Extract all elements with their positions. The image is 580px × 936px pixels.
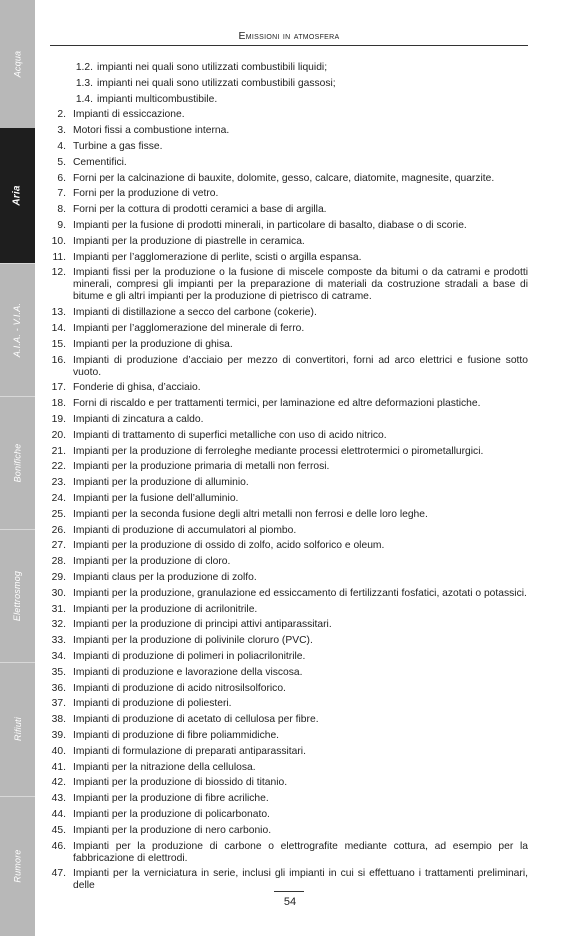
list-item-text: Impianti di produzione di accumulatori al piombo. (73, 524, 297, 536)
page-header-title: Emissioni in atmosfera (238, 30, 340, 42)
list-item-text: Impianti di produzione e lavorazione della viscosa. (73, 666, 303, 678)
page-number: 54 (283, 896, 297, 908)
list-item-text: Impianti per la produzione di polivinile cloruro (PVC). (73, 635, 313, 647)
list-item (50, 809, 528, 821)
list-item-text: Fonderie di ghisa, d’acciaio. (73, 382, 201, 394)
list-item-text: Impianti di essiccazione. (73, 109, 185, 121)
list-item (50, 62, 528, 74)
list-item-text: Impianti per la produzione di ferroleghe mediante processi elettrotermici o pirometallurgici. (73, 445, 484, 457)
list-item (50, 236, 528, 248)
list-item-number: 10. (51, 235, 66, 247)
list-item-text: impianti nei quali sono utilizzati combustibili gassosi; (97, 77, 336, 89)
sidebar-tab-elettrosmog[interactable] (0, 529, 35, 663)
sidebar-tab-rifiuti[interactable] (0, 662, 35, 797)
list-item-text: Impianti per la nitrazione della cellulosa. (73, 761, 256, 773)
list-item-text: Impianti per l’agglomerazione del minerale di ferro. (73, 323, 305, 334)
list-item-text: Impianti di produzione di fibre poliammidiche. (73, 730, 280, 741)
list-item-number: 32. (51, 619, 66, 631)
list-item-number: 41. (51, 761, 66, 773)
list-item-number: 45. (51, 824, 66, 836)
list-item-number: 20. (51, 429, 66, 441)
list-item-number: 35. (51, 666, 66, 678)
sidebar-tab-label: Elettrosmog (12, 570, 23, 621)
list-item (50, 493, 528, 505)
list-item-text: impianti nei quali sono utilizzati combustibili liquidi; (97, 62, 328, 73)
list-item-number: 38. (51, 714, 66, 726)
list-item-text: Impianti di produzione di acido nitrosilsolforico. (73, 682, 286, 694)
list-item-number: 2. (57, 109, 66, 121)
list-item-number: 46. (51, 840, 66, 852)
list-item-text: Impianti per la produzione di policarbonato. (73, 809, 270, 820)
list-item (50, 604, 528, 616)
list-item (50, 252, 528, 264)
list-item-text: Impianti fissi per la produzione o la fusione di miscele composte da bitumi o da catrami e prodotti minerali, compresi gli impianti per la preparazione di materiali da costruzione stradali a base di bitume e gli altri impianti per la produzione di pietrisco di catrame. (73, 267, 528, 303)
list-item-number: 28. (51, 556, 66, 568)
list-item-number: 17. (51, 382, 66, 394)
list-item (50, 125, 528, 137)
sidebar-tab-bonifiche[interactable] (0, 396, 35, 530)
list-item-text: Impianti per la produzione di ghisa. (73, 338, 233, 350)
list-item-text: Impianti di produzione di polimeri in poliacrilonitrile. (73, 651, 306, 662)
list-item (50, 868, 528, 892)
list-item-text: Impianti per la produzione di fibre acriliche. (73, 793, 269, 805)
list-item-text: Impianti di trattamento di superfici metalliche con uso di acido nitrico. (73, 429, 387, 441)
list-item (50, 414, 528, 426)
sidebar-tab-label: Acqua (12, 50, 23, 78)
list-item-text: Impianti per la produzione di carbone o elettrografite mediante cottura, ad esempio per la fabbricazione di elettrodi. (73, 840, 528, 864)
list-item (50, 635, 528, 647)
list-item-text: Impianti per la verniciatura in serie, inclusi gli impianti in cui si effettuano i trattamenti preliminari, delle (73, 868, 528, 892)
list-item-text: Impianti per la fusione dell’alluminio. (73, 493, 239, 504)
list-item-number: 22. (51, 461, 66, 473)
list-item-text: Impianti claus per la produzione di zolfo. (73, 572, 257, 583)
list-item-text: Impianti per la seconda fusione degli altri metalli non ferrosi e delle loro leghe. (73, 508, 428, 520)
sidebar-tab-acqua[interactable] (0, 0, 35, 129)
list-item (50, 382, 528, 394)
list-item-number: 24. (51, 493, 66, 504)
list-item-text: Forni per la produzione di vetro. (73, 188, 219, 200)
list-item (50, 78, 528, 90)
list-item-number: 15. (51, 338, 66, 350)
list-item (50, 841, 528, 865)
list-item (50, 619, 528, 631)
list-item (50, 540, 528, 552)
list-item-text: Forni per la cottura di prodotti ceramici a base di argilla. (73, 204, 327, 216)
list-item (50, 461, 528, 473)
sidebar (0, 0, 35, 936)
list-item-number: 5. (57, 156, 66, 168)
sidebar-tab-label: Bonifiche (12, 443, 23, 482)
list-item-number: 1.2. (75, 62, 93, 73)
list-item-text: Motori fissi a combustione interna. (73, 125, 230, 137)
list-item-number: 9. (57, 220, 66, 231)
list-item-number: 30. (51, 587, 66, 599)
list-item-text: Impianti per la produzione di piastrelle in ceramica. (73, 235, 305, 247)
list-item (50, 509, 528, 521)
list-item-text: Impianti per la fusione di prodotti minerali, in particolare di basalto, diabase o di scorie. (73, 220, 467, 231)
list-item-number: 19. (51, 414, 66, 425)
list-item-number: 23. (51, 477, 66, 489)
list-item-text: Impianti per la produzione di ossido di zolfo, acido solforico e oleum. (73, 540, 385, 552)
list-item-number: 36. (51, 682, 66, 694)
list-item-number: 39. (51, 730, 66, 741)
list-item (50, 204, 528, 216)
list-item (50, 157, 528, 169)
list-item (50, 793, 528, 805)
list-item-text: Turbine a gas fisse. (73, 141, 163, 152)
list-item-number: 43. (51, 793, 66, 805)
list-item-number: 1.3. (75, 77, 93, 89)
list-item (50, 667, 528, 679)
sidebar-tab-aia-via[interactable] (0, 263, 35, 397)
list-item-number: 37. (51, 698, 66, 710)
list-item-text: Forni per la calcinazione di bauxite, dolomite, gesso, calcare, diatomite, magnesite, quarzite. (73, 172, 495, 184)
list-item-text: Impianti per la produzione di principi attivi antiparassitari. (73, 619, 332, 631)
sidebar-tab-label: Rifiuti (12, 717, 23, 741)
list-item (50, 188, 528, 200)
list-item-number: 34. (51, 651, 66, 662)
list-item-text: Impianti di zincatura a caldo. (73, 414, 204, 425)
list-item-text: Impianti per la produzione di acrilonitrile. (73, 603, 258, 615)
list-item-number: 40. (51, 745, 66, 757)
list-item (50, 446, 528, 458)
list-item-text: Impianti per la produzione, granulazione ed essiccamento di fertilizzanti fosfatici, azotati o potassici. (73, 587, 527, 599)
list-item (50, 730, 528, 742)
list-item-number: 21. (51, 445, 66, 457)
list-item-number: 18. (51, 398, 66, 410)
header-rule (50, 45, 528, 46)
list-item (50, 220, 528, 232)
list-item-text: Impianti di produzione di acetato di cellulosa per fibre. (73, 714, 319, 726)
list-item-number: 8. (57, 204, 66, 216)
list-item (50, 477, 528, 489)
list-item (50, 746, 528, 758)
list-item-text: Cementifici. (73, 156, 127, 168)
list-item-text: Impianti di produzione d’acciaio per mezzo di convertitori, forni ad arco elettrici e fusione sotto vuoto. (73, 354, 528, 378)
list-item (50, 762, 528, 774)
list-item-text: Impianti per l’agglomerazione di perlite, scisti o argilla espansa. (73, 251, 362, 263)
list-item-text: Impianti di produzione di poliesteri. (73, 698, 232, 710)
list-item (50, 714, 528, 726)
list-item-number: 27. (51, 540, 66, 552)
list-item (50, 355, 528, 379)
list-item-text: Impianti per la produzione di nero carbonio. (73, 824, 272, 836)
list-item (50, 267, 528, 303)
sidebar-tab-rumore[interactable] (0, 796, 35, 936)
list-item-number: 7. (57, 188, 66, 200)
sidebar-tab-label: Aria (11, 185, 23, 206)
list-item-number: 25. (51, 508, 66, 520)
list-item (50, 141, 528, 153)
list-item-number: 42. (51, 777, 66, 789)
list-item-text: Impianti di distillazione a secco del carbone (cokerie). (73, 307, 317, 319)
list-item-number: 1.4. (75, 93, 93, 105)
list-item-number: 13. (51, 307, 66, 319)
list-item-number: 44. (51, 809, 66, 820)
list-item (50, 398, 528, 410)
list-item-number: 33. (51, 635, 66, 647)
list-item (50, 556, 528, 568)
list-item-number: 47. (51, 868, 66, 880)
list-item-number: 26. (51, 524, 66, 536)
list-item-number: 3. (57, 125, 66, 137)
list-item (50, 777, 528, 789)
list-item-number: 14. (51, 323, 66, 334)
list-item (50, 698, 528, 710)
list-item-number: 12. (51, 267, 66, 279)
list-item (50, 430, 528, 442)
list-item-text: Impianti per la produzione di biossido di titanio. (73, 777, 288, 789)
list-item (50, 683, 528, 695)
list-item-number: 11. (52, 251, 66, 263)
list-item (50, 323, 528, 335)
sidebar-tab-label: Rumore (12, 849, 23, 883)
list-item (50, 307, 528, 319)
list-item (50, 94, 528, 106)
list-item-number: 4. (57, 141, 66, 152)
sidebar-tab-aria[interactable] (0, 128, 35, 264)
list-item (50, 109, 528, 121)
list-item (50, 339, 528, 351)
list-item (50, 525, 528, 537)
sidebar-tab-label: A.I.A. - V.I.A. (12, 302, 23, 357)
list-item-text: Impianti per la produzione primaria di metalli non ferrosi. (73, 461, 330, 473)
list-item (50, 572, 528, 584)
list-item (50, 651, 528, 663)
list-item (50, 588, 528, 600)
list-item-text: Impianti per la produzione di cloro. (73, 556, 231, 568)
list-item-number: 29. (51, 572, 66, 583)
list-item-text: impianti multicombustibile. (97, 93, 218, 105)
list-item-text: Forni di riscaldo e per trattamenti termici, per laminazione ed altre deformazioni plastiche. (73, 398, 481, 410)
list-item-number: 31. (51, 603, 66, 615)
list-item (50, 825, 528, 837)
footer-rule (274, 891, 304, 892)
list-item-text: Impianti per la produzione di alluminio. (73, 477, 249, 489)
list-item-number: 16. (51, 354, 66, 366)
list-item-number: 6. (57, 172, 66, 184)
list-item (50, 173, 528, 185)
list-item-text: Impianti di formulazione di preparati antiparassitari. (73, 745, 306, 757)
